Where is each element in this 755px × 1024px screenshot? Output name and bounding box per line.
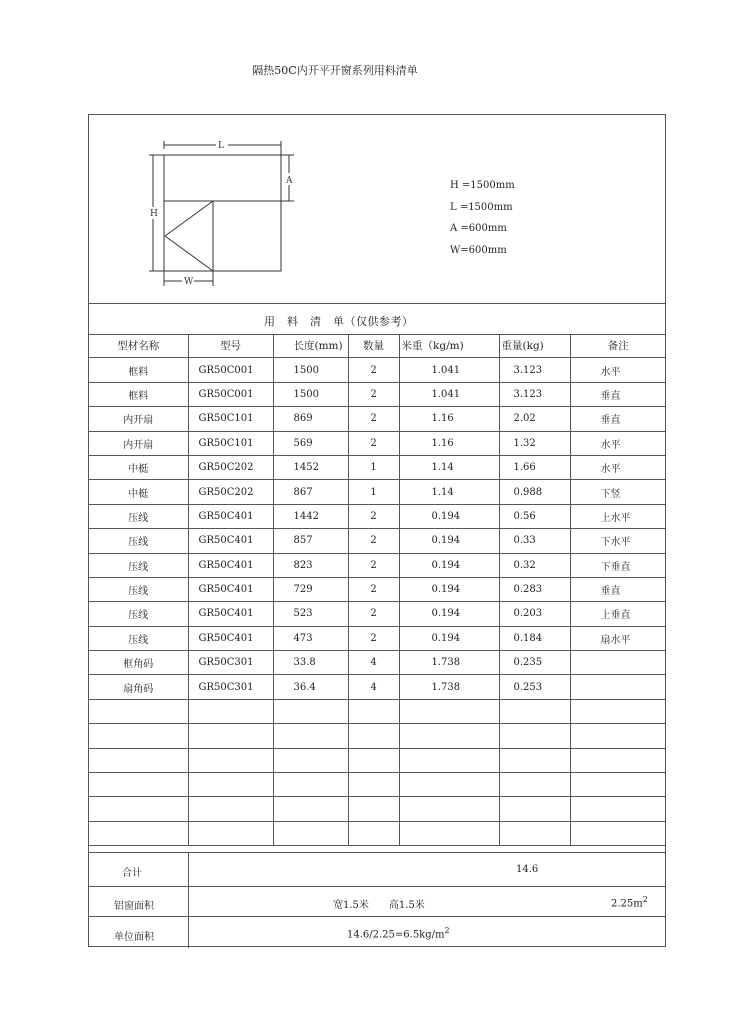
cell-note	[570, 651, 666, 675]
cell-name: 中梃	[89, 455, 188, 479]
frame-outline	[164, 155, 281, 271]
summary-unit-row	[89, 916, 666, 948]
cell-unit-weight	[399, 699, 499, 723]
col-header-unit-weight: 米重（kg/m)	[399, 334, 499, 358]
cell-qty: 2	[348, 382, 399, 406]
summary-area-row	[89, 886, 666, 917]
cell-weight: 0.235	[499, 651, 570, 675]
dim-a-label: A	[286, 176, 293, 186]
cell-unit-weight: 0.194	[399, 577, 499, 601]
cell-weight: 0.988	[499, 480, 570, 504]
cell-weight: 0.203	[499, 602, 570, 626]
cell-qty: 1	[348, 455, 399, 479]
cell-note: 扇水平	[570, 626, 666, 650]
cell-model: GR50C401	[188, 626, 273, 650]
cell-length: 869	[273, 407, 348, 431]
cell-unit-weight	[399, 797, 499, 821]
dim-h-label: H	[150, 209, 158, 219]
cell-weight: 2.02	[499, 407, 570, 431]
param-h: H =1500mm	[450, 180, 515, 191]
cell-length: 823	[273, 553, 348, 577]
cell-qty: 2	[348, 358, 399, 382]
opening-line-bottom	[165, 236, 213, 271]
cell-unit-weight	[399, 748, 499, 772]
table-row	[89, 382, 666, 406]
cell-length	[273, 724, 348, 748]
cell-name: 压线	[89, 553, 188, 577]
col-header-model: 型号	[188, 334, 273, 358]
table-row	[89, 748, 666, 772]
cell-weight: 0.56	[499, 504, 570, 528]
cell-unit-weight: 0.194	[399, 602, 499, 626]
cell-name: 内开扇	[89, 431, 188, 455]
cell-name	[89, 821, 188, 845]
table-row	[89, 529, 666, 553]
cell-unit-weight: 1.14	[399, 455, 499, 479]
unit-sup: 2	[444, 926, 450, 935]
cell-note: 垂直	[570, 407, 666, 431]
cell-length: 1442	[273, 504, 348, 528]
unit-value: 14.6/2.25=6.5kg/m	[347, 929, 445, 941]
cell-unit-weight: 0.194	[399, 529, 499, 553]
table-row	[89, 724, 666, 748]
table-row	[89, 651, 666, 675]
table-row	[89, 431, 666, 455]
cell-unit-weight: 1.16	[399, 431, 499, 455]
cell-weight: 0.33	[499, 529, 570, 553]
cell-note	[570, 699, 666, 723]
cell-model	[188, 773, 273, 797]
cell-note: 下水平	[570, 529, 666, 553]
cell-weight	[499, 821, 570, 845]
cell-unit-weight: 0.194	[399, 626, 499, 650]
cell-note	[570, 797, 666, 821]
table-row	[89, 577, 666, 601]
col-header-name: 型材名称	[89, 334, 188, 358]
cell-weight: 0.283	[499, 577, 570, 601]
cell-unit-weight	[399, 821, 499, 845]
area-dims: 宽1.5米 高1.5米	[333, 900, 425, 911]
table-row	[89, 699, 666, 723]
unit-value-wrap	[347, 926, 450, 940]
cell-name	[89, 773, 188, 797]
area-value: 2.25m	[611, 898, 643, 910]
cell-weight	[499, 724, 570, 748]
cell-name	[89, 748, 188, 772]
table-row	[89, 821, 666, 845]
cell-note: 上水平	[570, 504, 666, 528]
cell-qty: 2	[348, 431, 399, 455]
cell-length: 523	[273, 602, 348, 626]
cell-weight: 3.123	[499, 358, 570, 382]
cell-name: 压线	[89, 529, 188, 553]
cell-model: GR50C101	[188, 407, 273, 431]
cell-length: 1500	[273, 358, 348, 382]
cell-note: 垂直	[570, 382, 666, 406]
cell-name	[89, 797, 188, 821]
cell-note: 垂直	[570, 577, 666, 601]
cell-qty	[348, 748, 399, 772]
cell-unit-weight: 1.041	[399, 382, 499, 406]
cell-qty	[348, 699, 399, 723]
cell-name: 压线	[89, 626, 188, 650]
cell-model: GR50C301	[188, 675, 273, 699]
cell-qty: 1	[348, 480, 399, 504]
cell-weight: 3.123	[499, 382, 570, 406]
table-row	[89, 675, 666, 699]
cell-qty: 2	[348, 407, 399, 431]
cell-model: GR50C001	[188, 382, 273, 406]
cell-name: 压线	[89, 577, 188, 601]
cell-length: 569	[273, 431, 348, 455]
table-row	[89, 797, 666, 821]
cell-model: GR50C101	[188, 431, 273, 455]
area-value-wrap	[611, 895, 648, 909]
cell-model: GR50C401	[188, 504, 273, 528]
cell-unit-weight: 1.16	[399, 407, 499, 431]
cell-qty: 2	[348, 626, 399, 650]
cell-qty: 2	[348, 602, 399, 626]
cell-qty: 4	[348, 651, 399, 675]
cell-weight	[499, 699, 570, 723]
cell-note	[570, 748, 666, 772]
cell-model: GR50C301	[188, 651, 273, 675]
cell-model	[188, 724, 273, 748]
cell-unit-weight: 1.041	[399, 358, 499, 382]
cell-unit-weight: 0.194	[399, 553, 499, 577]
cell-unit-weight	[399, 724, 499, 748]
cell-model: GR50C401	[188, 553, 273, 577]
cell-note	[570, 724, 666, 748]
cell-length: 473	[273, 626, 348, 650]
table-row	[89, 626, 666, 650]
cell-unit-weight: 0.194	[399, 504, 499, 528]
cell-length: 857	[273, 529, 348, 553]
unit-label: 单位面积	[114, 932, 154, 943]
cell-qty: 2	[348, 529, 399, 553]
cell-note: 下竖	[570, 480, 666, 504]
cell-weight	[499, 773, 570, 797]
cell-unit-weight	[399, 773, 499, 797]
cell-unit-weight: 1.14	[399, 480, 499, 504]
cell-length: 1452	[273, 455, 348, 479]
cell-length	[273, 699, 348, 723]
cell-note	[570, 773, 666, 797]
cell-weight: 1.32	[499, 431, 570, 455]
cell-note: 水平	[570, 431, 666, 455]
cell-model	[188, 699, 273, 723]
col-header-weight: 重量(kg)	[499, 334, 570, 358]
cell-unit-weight: 1.738	[399, 651, 499, 675]
total-label: 合计	[122, 868, 142, 879]
dimension-params	[450, 175, 515, 261]
cell-length: 36.4	[273, 675, 348, 699]
cell-length	[273, 773, 348, 797]
cell-weight: 0.184	[499, 626, 570, 650]
cell-weight: 0.32	[499, 553, 570, 577]
table-row	[89, 773, 666, 797]
cell-length: 1500	[273, 382, 348, 406]
cell-length: 33.8	[273, 651, 348, 675]
cell-model	[188, 821, 273, 845]
cell-qty: 2	[348, 553, 399, 577]
document-title: 隔热50C内开平开窗系列用料清单	[252, 64, 418, 77]
summary-total-row	[89, 852, 666, 887]
dim-l-label: L	[218, 141, 224, 151]
cell-note	[570, 821, 666, 845]
param-a: A =600mm	[450, 223, 507, 234]
cell-name: 框料	[89, 382, 188, 406]
cell-name: 扇角码	[89, 675, 188, 699]
cell-qty	[348, 797, 399, 821]
cell-model: GR50C401	[188, 529, 273, 553]
table-row	[89, 480, 666, 504]
col-header-qty: 数量	[348, 334, 399, 358]
cell-qty: 2	[348, 504, 399, 528]
area-sup: 2	[642, 895, 648, 904]
col-header-length: 长度(mm)	[273, 334, 348, 358]
table-row	[89, 504, 666, 528]
material-list-sheet	[88, 114, 666, 947]
cell-note: 水平	[570, 455, 666, 479]
cell-model: GR50C202	[188, 455, 273, 479]
cell-model	[188, 797, 273, 821]
param-w: W=600mm	[450, 244, 507, 256]
list-title-row	[89, 303, 665, 335]
area-label: 铝窗面积	[114, 901, 154, 912]
cell-note: 水平	[570, 358, 666, 382]
cell-name: 框料	[89, 358, 188, 382]
window-diagram	[89, 115, 665, 304]
cell-weight: 1.66	[499, 455, 570, 479]
table-header-row	[89, 334, 666, 358]
cell-name: 压线	[89, 602, 188, 626]
cell-weight	[499, 748, 570, 772]
cell-length: 867	[273, 480, 348, 504]
cell-name	[89, 724, 188, 748]
table-row	[89, 553, 666, 577]
cell-weight: 0.253	[499, 675, 570, 699]
cell-qty: 2	[348, 577, 399, 601]
cell-length: 729	[273, 577, 348, 601]
table-row	[89, 602, 666, 626]
cell-name: 中梃	[89, 480, 188, 504]
cell-name: 压线	[89, 504, 188, 528]
cell-unit-weight: 1.738	[399, 675, 499, 699]
table-row	[89, 358, 666, 382]
cell-note	[570, 675, 666, 699]
cell-name: 框角码	[89, 651, 188, 675]
cell-note: 上垂直	[570, 602, 666, 626]
cell-length	[273, 748, 348, 772]
cell-weight	[499, 797, 570, 821]
dim-w-label: W	[184, 277, 194, 287]
cell-model: GR50C401	[188, 602, 273, 626]
cell-model	[188, 748, 273, 772]
total-value: 14.6	[516, 864, 539, 875]
cell-qty	[348, 821, 399, 845]
param-l: L =1500mm	[450, 201, 513, 213]
cell-model: GR50C202	[188, 480, 273, 504]
cell-model: GR50C001	[188, 358, 273, 382]
cell-qty	[348, 724, 399, 748]
table-row	[89, 455, 666, 479]
window-drawing	[89, 115, 667, 303]
col-header-note: 备注	[570, 334, 666, 358]
cell-qty	[348, 773, 399, 797]
cell-name: 内开扇	[89, 407, 188, 431]
cell-qty: 4	[348, 675, 399, 699]
cell-length	[273, 797, 348, 821]
opening-line-top	[165, 201, 213, 236]
cell-note: 下垂直	[570, 553, 666, 577]
list-title: 用 料 清 单（仅供参考）	[264, 315, 414, 328]
cell-name	[89, 699, 188, 723]
material-table	[89, 334, 666, 846]
table-row	[89, 407, 666, 431]
cell-length	[273, 821, 348, 845]
cell-model: GR50C401	[188, 577, 273, 601]
